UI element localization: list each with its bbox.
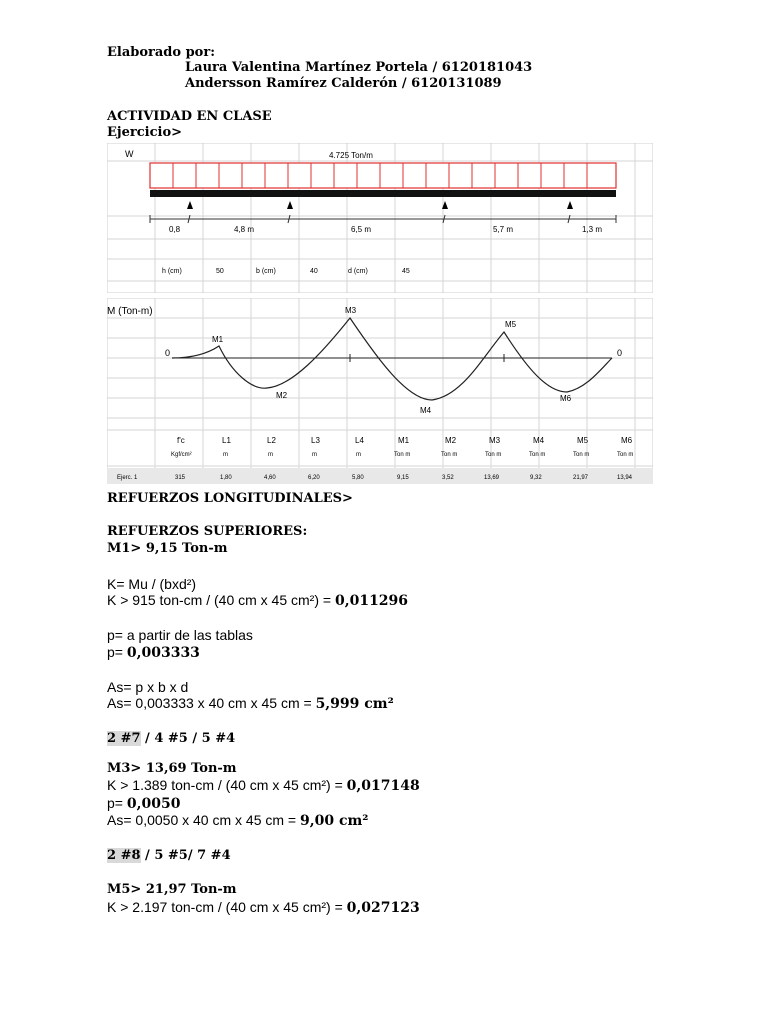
table-unit: Ton m [573, 452, 590, 458]
point-m4-label: M4 [420, 406, 432, 415]
m3-title: M3> 13,69 Ton-m [107, 761, 237, 776]
table-row-label: Ejerc. 1 [117, 475, 138, 481]
m3-bars-highlight: 2 #8 [107, 848, 141, 863]
load-w-label: W [125, 149, 134, 159]
m1-bars-highlight: 2 #7 [107, 731, 141, 746]
m3-bars: 2 #8 / 5 #5/ 7 #4 [107, 848, 231, 863]
section-longitudinal: REFUERZOS LONGITUDINALES> [107, 491, 353, 506]
height-label: h (cm) [162, 268, 182, 275]
m1-k-calc: K > 915 ton-cm / (40 cm x 45 cm²) = 0,011296 [107, 592, 409, 609]
table-cell: 9,32 [530, 475, 542, 481]
zero-right-label: 0 [617, 348, 623, 358]
table-cell: 3,52 [442, 475, 454, 481]
span-3-label: 6,5 m [351, 225, 372, 234]
table-unit: Ton m [441, 452, 458, 458]
m1-bars: 2 #7 / 4 #5 / 5 #4 [107, 731, 236, 746]
m3-k-value: 0,017148 [346, 778, 420, 794]
table-unit: Ton m [529, 452, 546, 458]
table-header: M2 [445, 436, 457, 445]
load-value-label: 4.725 Ton/m [329, 151, 373, 160]
m3-p: p= 0,0050 [107, 795, 181, 812]
m1-k-value: 0,011296 [334, 593, 409, 609]
table-cell: 5,80 [352, 475, 364, 481]
section-superior: REFUERZOS SUPERIORES: [107, 524, 308, 539]
activity-title: ACTIVIDAD EN CLASE [107, 109, 272, 124]
table-cell: 315 [175, 475, 186, 481]
m3-k-calc: K > 1.389 ton-cm / (40 cm x 45 cm²) = 0,017148 [107, 777, 420, 794]
table-cell: 13,94 [617, 475, 633, 481]
table-cell: 9,15 [397, 475, 409, 481]
width-label: b (cm) [256, 268, 276, 275]
height-value: 50 [216, 268, 224, 275]
table-unit: m [223, 452, 228, 458]
m1-as-value: 5,999 cm² [315, 696, 394, 712]
table-cell: 13,69 [484, 475, 500, 481]
m5-k-calc: K > 2.197 ton-cm / (40 cm x 45 cm²) = 0,027123 [107, 899, 420, 916]
table-header: M5 [577, 436, 589, 445]
distributed-load-arrows [150, 163, 616, 188]
table-header: L1 [222, 436, 231, 445]
table-header: M6 [621, 436, 633, 445]
table-header: L2 [267, 436, 276, 445]
zero-left-label: 0 [165, 348, 171, 358]
k-formula: K= Mu / (bxd²) [107, 576, 197, 592]
table-cell: 6,20 [308, 475, 320, 481]
table-header: M1 [398, 436, 410, 445]
table-unit: Ton m [485, 452, 502, 458]
table-header-row [177, 436, 633, 445]
beam-diagram [107, 143, 653, 293]
table-unit: m [268, 452, 273, 458]
m1-p-value: 0,003333 [126, 645, 200, 661]
table-unit: m [356, 452, 361, 458]
width-value: 40 [310, 268, 318, 275]
table-header: L4 [355, 436, 364, 445]
span-4-label: 5,7 m [493, 225, 514, 234]
point-m3-label: M3 [345, 306, 357, 315]
span-1-label: 0,8 [169, 225, 181, 234]
table-unit: Kgf/cm² [171, 452, 192, 458]
m1-p: p= 0,003333 [107, 644, 200, 661]
table-unit: Ton m [394, 452, 411, 458]
table-header: f'c [177, 436, 185, 445]
m5-title: M5> 21,97 Ton-m [107, 882, 237, 897]
moment-curve [172, 318, 612, 400]
point-m6-label: M6 [560, 394, 572, 403]
exercise-label: Ejercicio> [107, 125, 183, 140]
point-m2-label: M2 [276, 391, 288, 400]
as-formula: As= p x b x d [107, 679, 189, 695]
table-header: L3 [311, 436, 320, 445]
m1-as-calc: As= 0,003333 x 40 cm x 45 cm = 5,999 cm² [107, 695, 394, 712]
table-header: M3 [489, 436, 501, 445]
table-cell: 1,80 [220, 475, 232, 481]
author-2: Andersson Ramírez Calderón / 6120131089 [185, 76, 502, 91]
beam-element [150, 190, 616, 197]
m3-as-calc: As= 0,0050 x 40 cm x 45 cm = 9,00 cm² [107, 812, 369, 829]
span-2-label: 4,8 m [234, 225, 255, 234]
table-unit: Ton m [617, 452, 634, 458]
m1-title: M1> 9,15 Ton-m [107, 541, 228, 556]
depth-label: d (cm) [348, 268, 368, 275]
m5-k-value: 0,027123 [346, 900, 420, 916]
table-cell: 4,60 [264, 475, 276, 481]
table-units-row [171, 452, 633, 458]
point-m5-label: M5 [505, 320, 517, 329]
span-5-label: 1,3 m [582, 225, 603, 234]
prepared-by-label: Elaborado por: [107, 45, 215, 60]
m3-as-value: 9,00 cm² [300, 813, 369, 829]
supports [187, 201, 573, 209]
depth-value: 45 [402, 268, 410, 275]
author-1: Laura Valentina Martínez Portela / 6120181043 [185, 60, 533, 75]
moment-diagram [107, 298, 653, 484]
table-unit: m [312, 452, 317, 458]
p-text: p= a partir de las tablas [107, 627, 253, 643]
table-cell: 21,97 [573, 475, 589, 481]
point-m1-label: M1 [212, 335, 224, 344]
table-header: M4 [533, 436, 545, 445]
moment-axis-label: M (Ton-m) [107, 306, 153, 317]
m3-p-value: 0,0050 [126, 796, 181, 812]
